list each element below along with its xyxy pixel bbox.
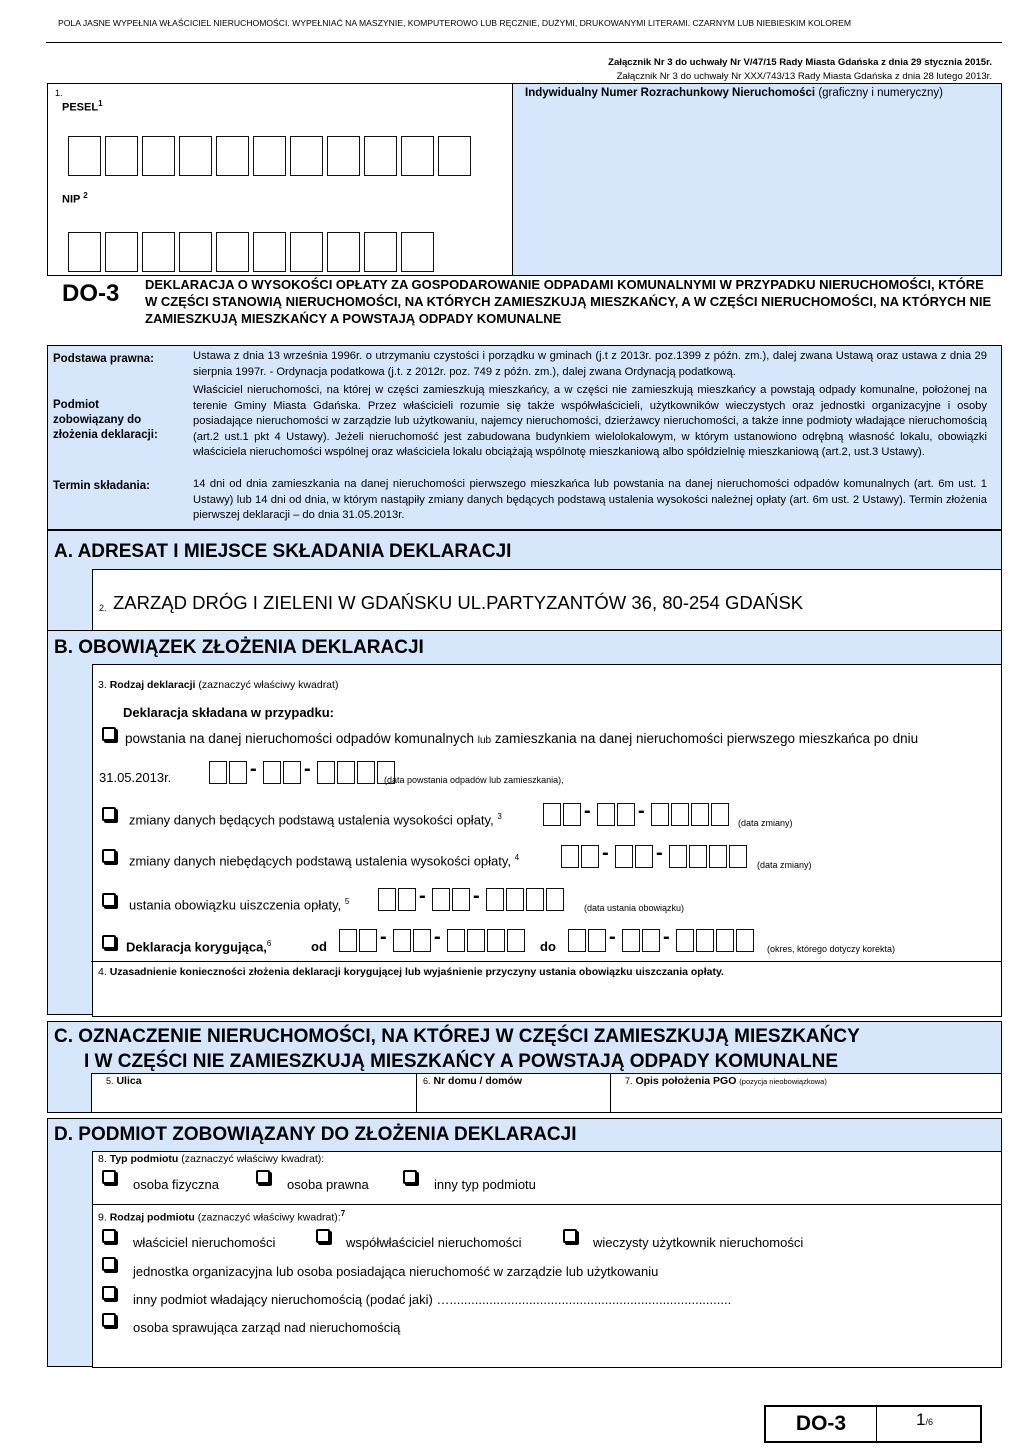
attachment-note-previous: Załącznik Nr 3 do uchwały Nr XXX/743/13 Rady Miasta Gdańska z dnia 28 lutego 2013r. — [616, 71, 992, 82]
digit-cell[interactable] — [401, 136, 434, 176]
date-separator: - — [250, 758, 257, 780]
addressee-field — [92, 569, 1002, 631]
natural-person-label: osoba fizyczna — [133, 1177, 219, 1192]
date-digit-cell[interactable] — [642, 929, 660, 952]
digit-cell[interactable] — [68, 232, 101, 272]
date-digit-cell[interactable] — [467, 929, 485, 952]
street-label: 5. Ulica — [106, 1075, 142, 1087]
date-digit-cell[interactable] — [506, 888, 524, 911]
option-waste-or-resident-label: powstania na danej nieruchomości odpadów komunalnych lub zamieszkania na danej nieruchomości pierwszego mieszkańca po dniu — [125, 731, 919, 746]
date-digit-cell[interactable] — [263, 761, 281, 784]
house-number-label: 6. Nr domu / domów — [423, 1075, 523, 1087]
option-change-basis-hint: (data zmiany) — [738, 818, 793, 828]
footer-form-code: DO-3 — [766, 1407, 877, 1441]
field4-label[interactable]: 4. Uzasadnienie konieczności złożenia deklaracji korygującej lub wyjaśnienie przyczyny ustania obowiązku uiszczania opłaty. — [98, 966, 724, 978]
digit-cell[interactable] — [179, 232, 212, 272]
date-digit-cell[interactable] — [378, 888, 396, 911]
option-change-non-basis-hint: (data zmiany) — [757, 860, 812, 870]
checkbox-perpetual-user[interactable] — [563, 1229, 577, 1243]
inrn-box[interactable] — [512, 83, 1002, 276]
date-digit-cell[interactable] — [563, 803, 581, 826]
date-digit-cell[interactable] — [671, 803, 689, 826]
house-number-field[interactable] — [416, 1073, 611, 1113]
digit-cell[interactable] — [253, 232, 286, 272]
field-number: 1. — [55, 88, 63, 98]
attachment-note-current: Załącznik Nr 3 do uchwały Nr V/47/15 Rady Miasta Gdańska z dnia 29 stycznia 2015r. — [608, 57, 992, 68]
checkbox-owner[interactable] — [102, 1229, 116, 1243]
top-notice: POLA JASNE WYPEŁNIA WŁAŚCICIEL NIERUCHOMOŚCI. WYPEŁNIAĆ NA MASZYNIE, KOMPUTEROWO LUB RĘCZNIE, DUŻYMI, DRUKOWANYMI LITERAMI. CZARNYM LUB NIEBIESKIM KOLOREM — [58, 18, 851, 28]
manager-label: osoba sprawująca zarząd nad nieruchomością — [133, 1320, 401, 1335]
section-b-title: B. OBOWIĄZEK ZŁOŻENIA DEKLARACJI — [54, 637, 424, 658]
owner-label: właściciel nieruchomości — [133, 1235, 276, 1250]
digit-cell[interactable] — [364, 232, 397, 272]
legal-person-label: osoba prawna — [287, 1177, 369, 1192]
option-change-basis-label: zmiany danych będących podstawą ustalenia wysokości opłaty, $^3$ — [129, 812, 502, 828]
digit-cell[interactable] — [290, 136, 323, 176]
date-digit-cell[interactable] — [452, 888, 470, 911]
date-separator: - — [473, 885, 480, 907]
date-digit-cell[interactable] — [669, 845, 687, 868]
date-digit-cell[interactable] — [581, 845, 599, 868]
checkbox-change-basis[interactable] — [102, 807, 116, 821]
digit-cell[interactable] — [216, 232, 249, 272]
street-field[interactable] — [91, 1073, 417, 1113]
date-digit-cell[interactable] — [283, 761, 301, 784]
organization-label: jednostka organizacyjna lub osoba posiadająca nieruchomość w zarządzie lub użytkowaniu — [133, 1264, 659, 1279]
date-digit-cell[interactable] — [393, 929, 411, 952]
section-d-title: D. PODMIOT ZOBOWIĄZANY DO ZŁOŻENIA DEKLARACJI — [54, 1124, 577, 1145]
date-separator: - — [434, 926, 441, 948]
checkbox-end-obligation[interactable] — [102, 893, 116, 907]
legal-info-box — [47, 345, 1002, 530]
date-separator: - — [584, 800, 591, 822]
pgo-location-label: 7. Opis położenia PGO (pozycja nieobowiązkowa) — [625, 1075, 827, 1087]
date-digit-cell[interactable] — [317, 761, 335, 784]
option-waste-date-prefix: 31.05.2013r. — [99, 770, 172, 785]
digit-cell[interactable] — [179, 136, 212, 176]
checkbox-correction[interactable] — [102, 935, 116, 949]
checkbox-manager[interactable] — [102, 1313, 116, 1327]
perpetual-user-label: wieczysty użytkownik nieruchomości — [593, 1235, 804, 1250]
digit-cell[interactable] — [327, 232, 360, 272]
checkbox-change-non-basis[interactable] — [102, 849, 116, 863]
date-separator: - — [663, 926, 670, 948]
date-digit-cell[interactable] — [651, 803, 669, 826]
obliged-label: Podmiot zobowiązany do złożenia deklaracji: — [53, 399, 158, 441]
digit-cell[interactable] — [327, 136, 360, 176]
date-digit-cell[interactable] — [615, 845, 633, 868]
pesel-nip-box — [47, 83, 513, 276]
digit-cell[interactable] — [290, 232, 323, 272]
other-entity-label: inny podmiot władający nieruchomością (podać jaki) ….............................................................................. — [133, 1292, 732, 1307]
option-end-obligation-label: ustania obowiązku uiszczenia opłaty, $^5$ — [129, 897, 350, 913]
date-digit-cell[interactable] — [622, 929, 640, 952]
date-digit-cell[interactable] — [209, 761, 227, 784]
deadline-text: 14 dni od dnia zamieszkania na danej nieruchomości pierwszego mieszkańca lub powstania na danej nieruchomości odpadów komunalnych (art. 6m ust. 1 Ustawy) lub 14 dni od dnia, w którym nastąpiły zmiany danych będących podstawą ustalenia wysokości należnej opłaty (art. 6m ust. 2 Ustawy). Termin złożenia pierwszej deklaracji – do dnia 31.05.2013r. — [193, 478, 987, 521]
footer-box — [764, 1405, 982, 1443]
digit-cell[interactable] — [364, 136, 397, 176]
date-digit-cell[interactable] — [689, 845, 707, 868]
addressee-number: 2. — [99, 603, 107, 613]
pesel-label: PESEL$^1$ — [62, 99, 103, 114]
option-correction-hint: (okres, którego dotyczy korekta) — [767, 944, 896, 954]
page-number: 1/6 — [916, 1410, 933, 1429]
digit-cell[interactable] — [216, 136, 249, 176]
date-digit-cell[interactable] — [561, 845, 579, 868]
digit-cell[interactable] — [105, 136, 138, 176]
date-digit-cell[interactable] — [507, 929, 525, 952]
date-digit-cell[interactable] — [543, 803, 561, 826]
top-divider — [46, 42, 1002, 43]
checkbox-waste-or-resident[interactable] — [102, 727, 116, 741]
date-digit-cell[interactable] — [729, 845, 747, 868]
checkbox-organization[interactable] — [102, 1257, 116, 1271]
pgo-location-field[interactable] — [610, 1073, 1002, 1113]
field3-label: 3. Rodzaj deklaracji (zaznaczyć właściwy kwadrat) — [98, 679, 339, 691]
date-separator: - — [419, 885, 426, 907]
date-digit-cell[interactable] — [398, 888, 416, 911]
digit-cell[interactable] — [142, 232, 175, 272]
date-digit-cell[interactable] — [568, 929, 586, 952]
subject-kind-field — [92, 1204, 1002, 1368]
date-separator: - — [638, 800, 645, 822]
field9-label: 9. Rodzaj podmiotu (zaznaczyć właściwy kwadrat):$^7$ — [98, 1209, 346, 1224]
addressee-text: ZARZĄD DRÓG I ZIELENI W GDAŃSKU UL.PARTYZANTÓW 36, 80-254 GDAŃSK — [113, 592, 804, 613]
date-digit-cell[interactable] — [413, 929, 431, 952]
section-c-title: C. OZNACZENIE NIERUCHOMOŚCI, NA KTÓREJ W CZĘŚCI ZAMIESZKUJĄ MIESZKAŃCY I W CZĘŚCI NIE ZAMIESZKUJĄ MIESZKAŃCY A POWSTAJĄ ODPADY KOMUNALNE — [54, 1026, 860, 1072]
legal-basis-text: Ustawa z dnia 13 września 1996r. o utrzymaniu czystości i porządku w gminach (j.t z 2013r. poz.1399 z późn. zm.), dalej zwana Ustawą oraz ustawa z dnia 29 sierpnia 1997r. - Ordynacja podatkowa (j.t. z 2012r. poz. 749 z późn. zm.), dalej zwana Ordynacją podatkową. — [193, 350, 987, 378]
date-digit-cell[interactable] — [337, 761, 355, 784]
field8-label: 8. Typ podmiotu (zaznaczyć właściwy kwadrat): — [98, 1153, 325, 1165]
checkbox-legal-person[interactable] — [256, 1170, 270, 1184]
digit-cell[interactable] — [105, 232, 138, 272]
case-heading: Deklaracja składana w przypadku: — [123, 705, 334, 720]
date-digit-cell[interactable] — [447, 929, 465, 952]
deadline-label: Termin składania: — [53, 480, 150, 492]
inrn-label: Indywidualny Numer Rozrachunkowy Nieruchomości (graficzny i numeryczny) — [525, 87, 943, 99]
date-digit-cell[interactable] — [339, 929, 357, 952]
nip-label: NIP $^2$ — [62, 191, 88, 206]
correction-from-label: od — [311, 939, 327, 954]
date-digit-cell[interactable] — [696, 929, 714, 952]
checkbox-co-owner[interactable] — [316, 1229, 330, 1243]
date-digit-cell[interactable] — [357, 761, 375, 784]
checkbox-natural-person[interactable] — [102, 1170, 116, 1184]
option-end-obligation-hint: (data ustania obowiązku) — [584, 903, 685, 913]
date-digit-cell[interactable] — [588, 929, 606, 952]
date-digit-cell[interactable] — [487, 929, 505, 952]
date-digit-cell[interactable] — [635, 845, 653, 868]
date-separator: - — [380, 926, 387, 948]
checkbox-other-type[interactable] — [403, 1170, 417, 1184]
date-digit-cell[interactable] — [597, 803, 615, 826]
date-digit-cell[interactable] — [432, 888, 450, 911]
date-separator: - — [304, 758, 311, 780]
date-digit-cell[interactable] — [617, 803, 635, 826]
date-digit-cell[interactable] — [736, 929, 754, 952]
form-title: DEKLARACJA O WYSOKOŚCI OPŁATY ZA GOSPODAROWANIE ODPADAMI KOMUNALNYMI W PRZYPADKU NIERUCHOMOŚCI, KTÓRE W CZĘŚCI STANOWIĄ NIERUCHOMOŚCI, NA KTÓRYCH ZAMIESZKUJĄ MIESZKAŃCY, A W CZĘŚCI NIERUCHOMOŚCI, NA KTÓRYCH NIE ZAMIESZKUJĄ MIESZKAŃCY A POWSTAJĄ ODPADY KOMUNALNE — [145, 277, 992, 326]
date-digit-cell[interactable] — [486, 888, 504, 911]
date-separator: - — [609, 926, 616, 948]
option-change-non-basis-label: zmiany danych niebędących podstawą ustalenia wysokości opłaty, $^4$ — [129, 853, 520, 869]
date-digit-cell[interactable] — [709, 845, 727, 868]
co-owner-label: współwłaściciel nieruchomości — [346, 1235, 522, 1250]
date-digit-cell[interactable] — [546, 888, 564, 911]
date-digit-cell[interactable] — [716, 929, 734, 952]
checkbox-other-entity[interactable] — [102, 1286, 116, 1300]
section-a-title: A. ADRESAT I MIEJSCE SKŁADANIA DEKLARACJI — [54, 541, 512, 562]
date-digit-cell[interactable] — [691, 803, 709, 826]
obliged-text: Właściciel nieruchomości, na której w części zamieszkują mieszkańcy, a w części nie zamieszkują mieszkańcy a powstają odpady komunalne, położonej na terenie Gminy Miasta Gdańska. Przez właścicieli rozumie się także współwłaścicieli, użytkowników wieczystych oraz jednostki organizacyjne i osoby posiadające nieruchomości w zarządzie lub użytkowaniu, najemcy nieruchomości, dzierżawcy nieruchomości, a także inne podmioty władające nieruchomością (art.2 ust.1 pkt 4 Ustawy). Jeżeli nieruchomość jest zabudowana budynkiem wielolokalowym, w którym ustanowiono odrębną własność lokalu, obowiązki właściciela nieruchomości wspólnej oraz właściciela lokalu obciążają wspólnotę mieszkaniową albo spółdzielnię mieszkaniową (art.2, ust.3 Ustawy). — [193, 384, 987, 458]
digit-cell[interactable] — [253, 136, 286, 176]
date-digit-cell[interactable] — [526, 888, 544, 911]
other-type-label: inny typ podmiotu — [434, 1177, 536, 1192]
date-separator: - — [656, 842, 663, 864]
digit-cell[interactable] — [68, 136, 101, 176]
date-digit-cell[interactable] — [229, 761, 247, 784]
section-a — [47, 530, 1002, 631]
date-digit-cell[interactable] — [676, 929, 694, 952]
option-correction-label: Deklaracja korygująca,$^6$ — [126, 939, 272, 955]
digit-cell[interactable] — [142, 136, 175, 176]
form-code: DO-3 — [62, 280, 120, 307]
option-waste-date-hint: (data powstania odpadów lub zamieszkania), — [384, 775, 564, 785]
correction-to-label: do — [540, 939, 556, 954]
date-digit-cell[interactable] — [359, 929, 377, 952]
digit-cell[interactable] — [438, 136, 471, 176]
date-separator: - — [602, 842, 609, 864]
legal-basis-label: Podstawa prawna: — [53, 353, 154, 365]
digit-cell[interactable] — [401, 232, 434, 272]
field4-divider — [91, 961, 1001, 962]
date-digit-cell[interactable] — [711, 803, 729, 826]
